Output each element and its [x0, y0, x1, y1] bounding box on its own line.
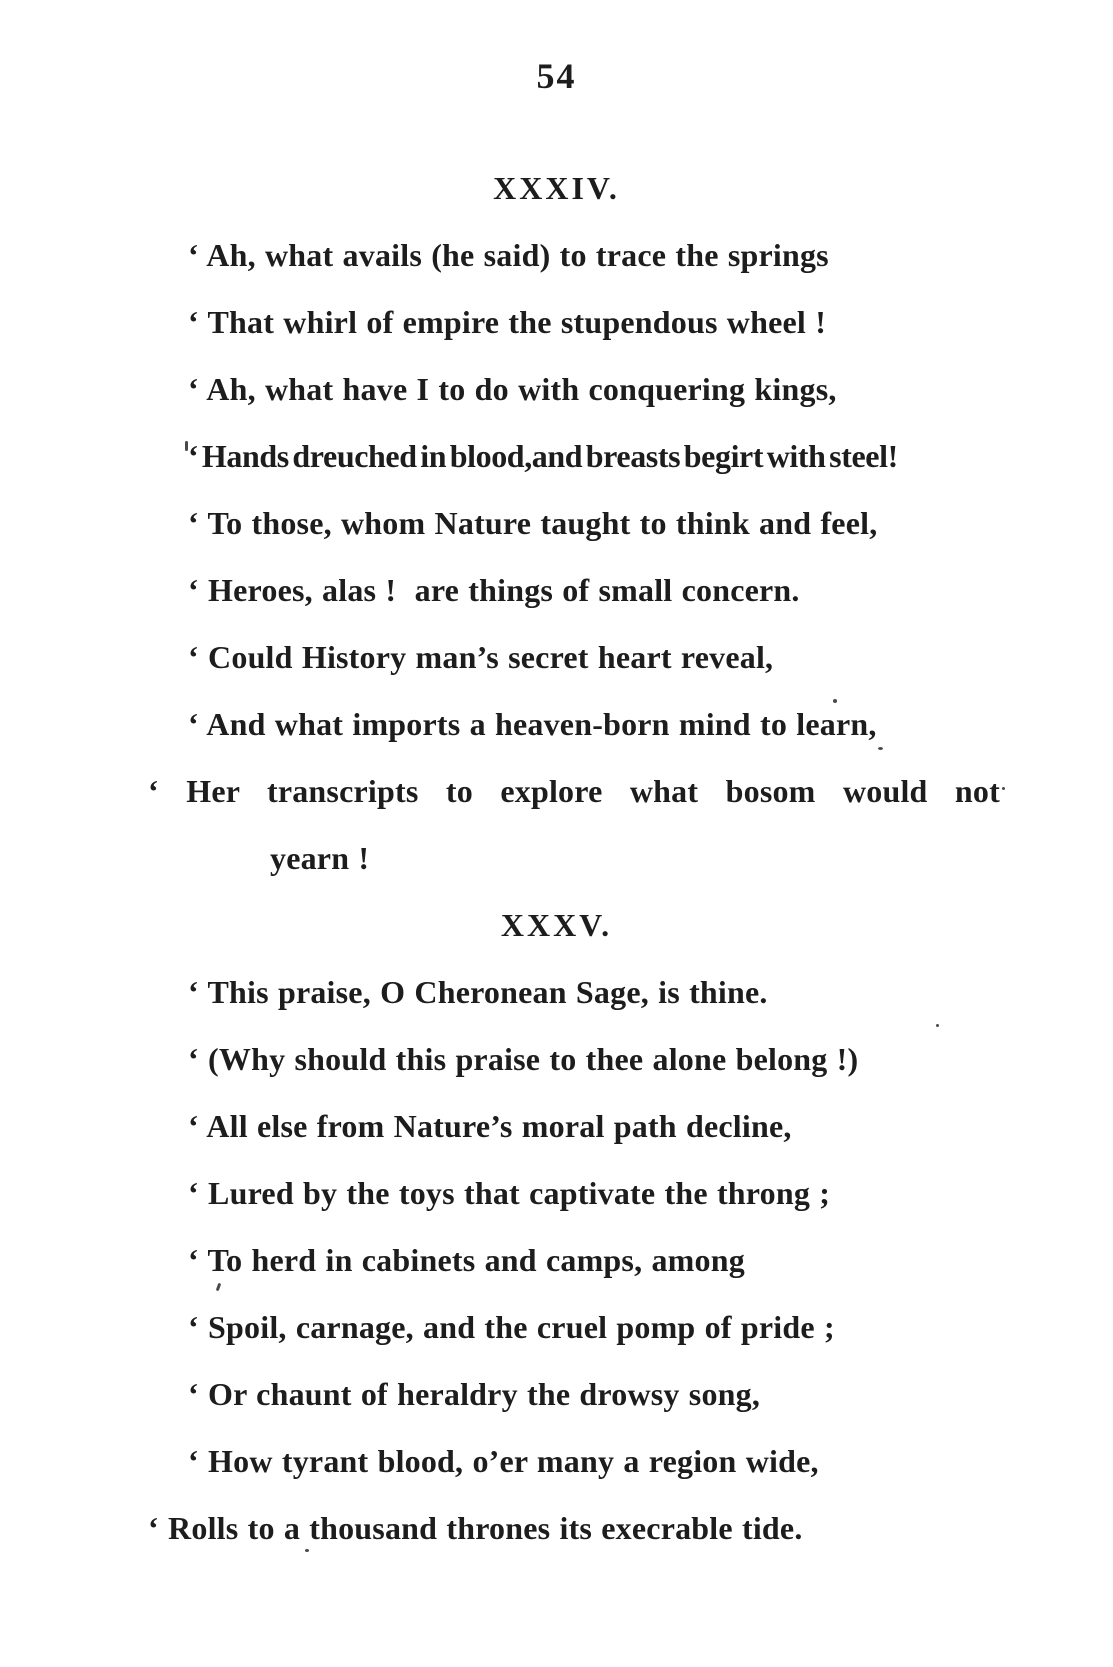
verse-line: ‘ Or chaunt of heraldry the drowsy song, [188, 1376, 761, 1412]
verse-line: ‘ This praise, O Cheronean Sage, is thine. [188, 974, 768, 1010]
verse-line: ‘ Her transcripts to explore what bosom would not [148, 773, 1000, 809]
verse-line: ‘ All else from Nature’s moral path decline, [188, 1108, 792, 1144]
verse-line: ‘ Heroes, alas ! are things of small concern. [188, 572, 800, 608]
scan-speck [305, 1549, 309, 1552]
scan-speck [878, 747, 883, 750]
verse-line: ‘ How tyrant blood, o’er many a region wide, [188, 1443, 819, 1479]
stanza-heading: XXXIV. [493, 170, 620, 206]
verse-line: ‘ And what imports a heaven-born mind to learn, [188, 706, 877, 742]
verse-line: ‘ Rolls to a thousand thrones its execrable tide. [148, 1510, 803, 1546]
page-number: 54 [536, 56, 577, 96]
verse-line: ‘ That whirl of empire the stupendous wheel ! [188, 304, 827, 340]
verse-line-continuation: yearn ! [270, 840, 370, 876]
verse-line: ‘ Ah, what avails (he said) to trace the springs [188, 237, 829, 273]
scan-speck [1002, 787, 1005, 790]
verse-line: ‘ Spoil, carnage, and the cruel pomp of pride ; [188, 1309, 835, 1345]
scan-speck [185, 441, 188, 451]
verse-line: ‘ Lured by the toys that captivate the throng ; [188, 1175, 831, 1211]
verse-line: ‘ To those, whom Nature taught to think and feel, [188, 505, 878, 541]
stanza-xxxiv [0, 155, 1113, 892]
scan-speck [833, 699, 837, 703]
verse-line: ‘ Hands dreuched in blood,and breasts begirt with steel! [188, 438, 898, 474]
scan-speck [936, 1024, 939, 1027]
verse-line: ‘ Ah, what have I to do with conquering kings, [188, 371, 837, 407]
verse-line: ‘ To herd in cabinets and camps, among [188, 1242, 745, 1278]
stanza-heading: XXXV. [500, 907, 613, 943]
verse-line: ‘ Could History man’s secret heart reveal, [188, 639, 774, 675]
verse-line: ‘ (Why should this praise to thee alone belong !) [188, 1041, 859, 1077]
stanza-xxxv [0, 892, 1113, 1562]
